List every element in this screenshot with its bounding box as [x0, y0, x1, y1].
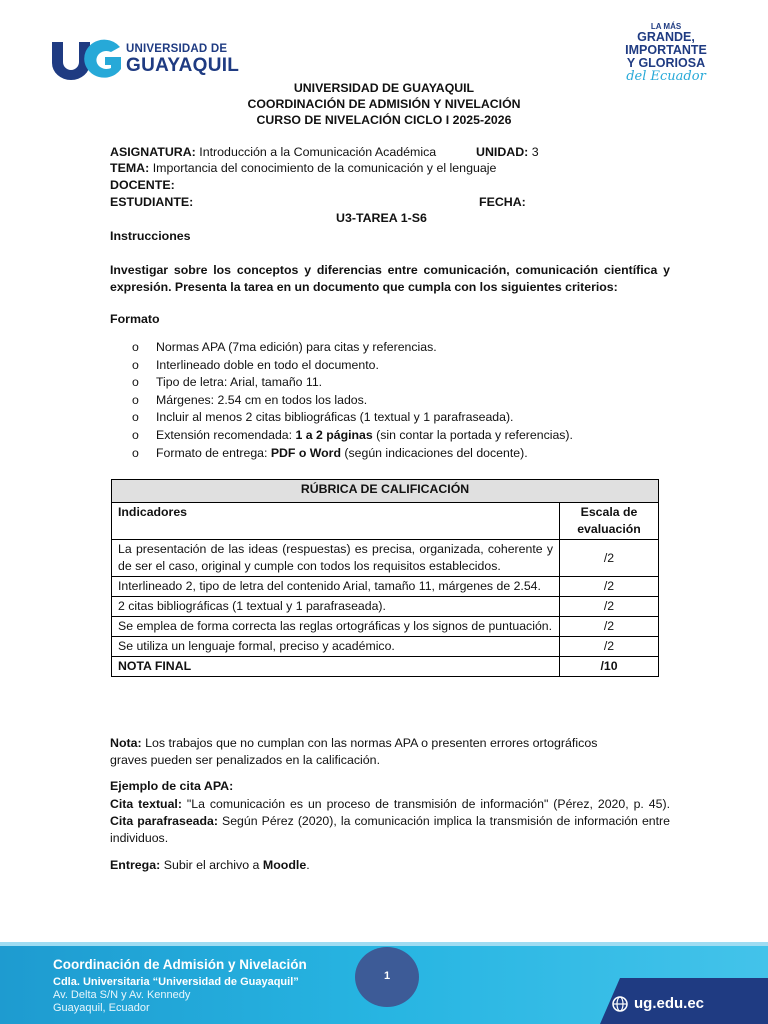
col-indicadores: Indicadores — [112, 503, 560, 540]
final-label: NOTA FINAL — [112, 657, 560, 677]
ejemplo-heading-text: Ejemplo de cita APA: — [110, 779, 234, 793]
bullet-icon: o — [132, 340, 139, 354]
task-code: U3-TAREA 1-S6 — [336, 211, 427, 225]
bullet-icon: o — [132, 410, 139, 425]
entrega-moodle: Moodle — [262, 858, 307, 872]
item-text-post: (según indicaciones del docente). — [340, 445, 528, 460]
rubric-title: RÚBRICA DE CALIFICACIÓN — [112, 480, 659, 503]
textual-text: "La comunicación es un proceso de transmisión de información" (Pérez, 2020, p. 45). — [181, 797, 670, 811]
indicator-cell: Se utiliza un lenguaje formal, preciso y académico. — [112, 637, 560, 657]
list-item — [132, 427, 573, 445]
instrucciones-heading — [110, 229, 191, 243]
paraf-text: Según Pérez (2020), la comunicación implica la transmisión de información entre individuos. — [110, 814, 670, 845]
field-unidad — [476, 145, 539, 159]
slogan-script: del Ecuador — [626, 69, 706, 84]
footer-banner — [0, 942, 768, 1024]
ug-logo — [50, 38, 240, 80]
item-bold: PDF o Word — [270, 445, 341, 460]
score-cell: /2 — [560, 540, 659, 577]
docente-label: DOCENTE: — [110, 178, 175, 192]
ejemplo-paragraph — [110, 796, 670, 847]
item-text: Extensión recomendada: — [156, 427, 296, 442]
header-coordination: COORDINACIÓN DE ADMISIÓN Y NIVELACIÓN — [247, 97, 521, 111]
table-row — [112, 637, 659, 657]
bullet-icon: o — [132, 392, 139, 407]
bullet-icon: o — [132, 427, 139, 442]
bullet-icon: o — [132, 445, 139, 460]
footer-line3: Av. Delta S/N y Av. Kennedy — [53, 989, 191, 1001]
table-header-row — [112, 503, 659, 540]
tema-value: Importancia del conocimiento de la comunicación y el lenguaje — [152, 161, 497, 175]
entrega-label: Entrega: — [110, 858, 161, 872]
bullet-icon: o — [132, 357, 139, 372]
list-item — [132, 339, 573, 357]
page-number: 1 — [355, 947, 419, 1007]
fecha-label: FECHA: — [479, 195, 526, 209]
item-text: Interlineado doble en todo el documento. — [156, 357, 379, 372]
table-row — [112, 480, 659, 503]
estudiante-label: ESTUDIANTE: — [110, 195, 194, 209]
website-link[interactable]: ug.edu.ec — [634, 995, 705, 1012]
instrucciones-text: Investigar sobre los conceptos y diferencias entre comunicación, comunicación científica y expresión. Presenta la tarea en un documento que cumpla con los siguientes criterios: — [110, 263, 670, 294]
slogan-logo — [606, 22, 726, 88]
item-text: Formato de entrega: — [156, 445, 271, 460]
paraf-label: Cita parafraseada: — [110, 814, 218, 828]
score-cell: /2 — [560, 617, 659, 637]
ug-logo-line1: UNIVERSIDAD DE — [126, 43, 228, 55]
footer-line1: Coordinación de Admisión y Nivelación — [53, 957, 307, 972]
instrucciones-heading-text: Instrucciones — [110, 229, 191, 243]
header-course: CURSO DE NIVELACIÓN CICLO I 2025-2026 — [256, 113, 512, 127]
slogan-line1: LA MÁS — [650, 22, 682, 31]
ug-logo-line2: GUAYAQUIL — [126, 55, 240, 76]
list-item — [132, 409, 573, 427]
tema-label: TEMA: — [110, 161, 150, 175]
item-text: Tipo de letra: Arial, tamaño 11. — [156, 375, 323, 390]
textual-label: Cita textual: — [110, 797, 182, 811]
item-text: Incluir al menos 2 citas bibliográficas (1 textual y 1 parafraseada). — [156, 410, 514, 425]
col-escala: Escala de evaluación — [560, 503, 659, 540]
item-bold: 1 a 2 páginas — [295, 427, 373, 442]
slogan-line3: IMPORTANTE — [625, 43, 707, 57]
indicator-cell: Interlineado 2, tipo de letra del contenido Arial, tamaño 11, márgenes de 2.54. — [112, 577, 560, 597]
table-row — [112, 617, 659, 637]
indicator-cell: Se emplea de forma correcta las reglas ortográficas y los signos de puntuación. — [112, 617, 560, 637]
item-text-post: (sin contar la portada y referencias). — [372, 427, 573, 442]
unidad-value: 3 — [531, 145, 539, 159]
slogan-line4: Y GLORIOSA — [626, 56, 706, 70]
entrega-pre: Subir el archivo a — [160, 858, 263, 872]
header-university: UNIVERSIDAD DE GUAYAQUIL — [293, 81, 475, 95]
table-row — [112, 597, 659, 617]
table-row — [112, 577, 659, 597]
asignatura-value: Introducción a la Comunicación Académica — [199, 145, 437, 159]
ug-logo-mark-icon — [50, 38, 122, 80]
nota-text: Los trabajos que no cumplan con las normas APA o presenten errores ortográficos graves pueden ser penalizados en la calificación. — [110, 736, 598, 767]
formato-heading — [110, 312, 160, 326]
score-cell: /2 — [560, 577, 659, 597]
entrega-line — [110, 858, 310, 872]
score-cell: /2 — [560, 637, 659, 657]
list-item — [132, 392, 573, 410]
formato-heading-text: Formato — [110, 312, 160, 326]
item-text: Normas APA (7ma edición) para citas y referencias. — [156, 340, 437, 354]
score-cell: /2 — [560, 597, 659, 617]
list-item — [132, 357, 573, 375]
bullet-icon: o — [132, 375, 139, 390]
slogan-line2: GRANDE, — [637, 30, 695, 44]
globe-icon — [612, 996, 628, 1012]
nota-paragraph — [110, 735, 630, 769]
footer-line4: Guayaquil, Ecuador — [53, 1002, 150, 1014]
item-text: Márgenes: 2.54 cm en todos los lados. — [156, 392, 368, 407]
indicator-cell: La presentación de las ideas (respuestas) es precisa, organizada, coherente y de ser el caso, original y cumple con todos los requisitos establecidos. — [112, 540, 560, 577]
field-tema — [110, 161, 496, 175]
list-item — [132, 445, 573, 463]
list-item — [132, 374, 573, 392]
final-score: /10 — [560, 657, 659, 677]
indicator-cell: 2 citas bibliográficas (1 textual y 1 parafraseada). — [112, 597, 560, 617]
table-row-final — [112, 657, 659, 677]
nota-label: Nota: — [110, 736, 142, 750]
unidad-label: UNIDAD: — [476, 145, 529, 159]
footer-line2: Cdla. Universitaria “Universidad de Guayaquil” — [53, 976, 299, 988]
ejemplo-heading — [110, 779, 233, 793]
entrega-post: . — [306, 858, 310, 872]
rubric-table — [111, 479, 659, 677]
table-row — [112, 540, 659, 577]
formato-list — [132, 339, 573, 462]
asignatura-label: ASIGNATURA: — [110, 145, 196, 159]
field-asignatura — [110, 145, 436, 159]
